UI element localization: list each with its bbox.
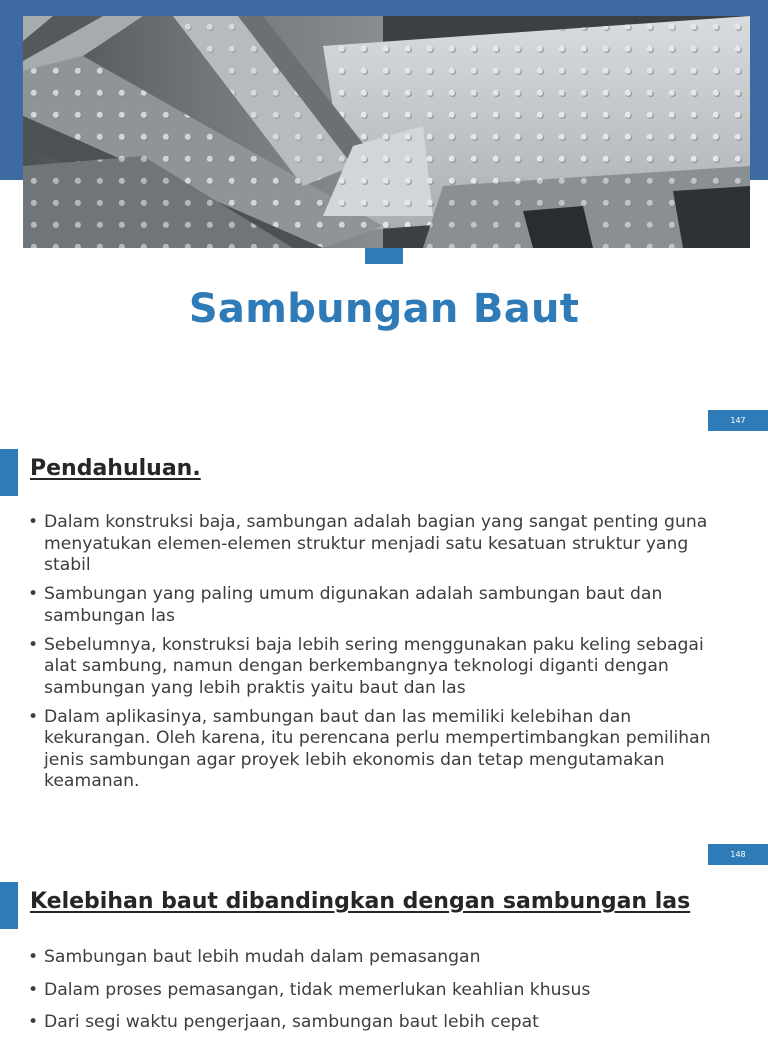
bullet-text: Dalam proses pemasangan, tidak memerlukan keahlian khusus [44, 979, 591, 1000]
bullet-item [28, 635, 740, 700]
steel-truss-bolted-connection-photo [23, 16, 750, 248]
bullet-item [28, 707, 740, 793]
bullet-glyph: • [28, 512, 39, 532]
title-accent-bar [365, 248, 403, 264]
bullet-item [28, 584, 740, 627]
section-heading-kelebihan-baut: Kelebihan baut dibandingkan dengan sambungan las [30, 889, 691, 914]
slide-title: Sambungan Baut [188, 286, 580, 332]
heading-accent-bar [0, 449, 18, 496]
bullet-glyph: • [28, 584, 39, 604]
bullet-item [28, 1011, 740, 1033]
bullet-item [28, 979, 740, 1001]
page-number-badge: 148 [708, 844, 768, 865]
bullet-text: Dalam aplikasinya, sambungan baut dan las memiliki kelebihan dan kekurangan. Oleh karena, itu perencana perlu mempertimbangkan pemilihan jenis sambungan agar proyek lebih ekonomis dan tetap mengutamakan keamanan. [44, 706, 711, 791]
bullet-item [28, 512, 740, 577]
section-heading-pendahuluan: Pendahuluan. [30, 456, 201, 481]
bullet-text: Sambungan baut lebih mudah dalam pemasangan [44, 947, 481, 967]
heading-accent-bar [0, 882, 18, 929]
bullet-text: Dalam konstruksi baja, sambungan adalah bagian yang sangat penting guna menyatukan elemen-elemen struktur menjadi satu kesatuan struktur yang stabil [44, 512, 708, 575]
bullet-glyph: • [28, 947, 39, 967]
bullet-list-pendahuluan [28, 512, 740, 800]
bullet-glyph: • [28, 979, 39, 1000]
bullet-glyph: • [28, 1012, 39, 1032]
page-number-badge: 147 [708, 410, 768, 431]
bullet-text: Sebelumnya, konstruksi baja lebih sering menggunakan paku keling sebagai alat sambung, namun dengan berkembangnya teknologi diganti dengan sambungan yang lebih praktis yaitu baut dan las [44, 634, 704, 698]
bullet-text: Sambungan yang paling umum digunakan adalah sambungan baut dan sambungan las [44, 584, 663, 626]
bullet-text: Dari segi waktu pengerjaan, sambungan baut lebih cepat [44, 1012, 539, 1032]
bullet-glyph: • [28, 706, 39, 727]
bullet-list-kelebihan [28, 946, 740, 1044]
bullet-glyph: • [28, 634, 39, 655]
bullet-item [28, 946, 740, 968]
